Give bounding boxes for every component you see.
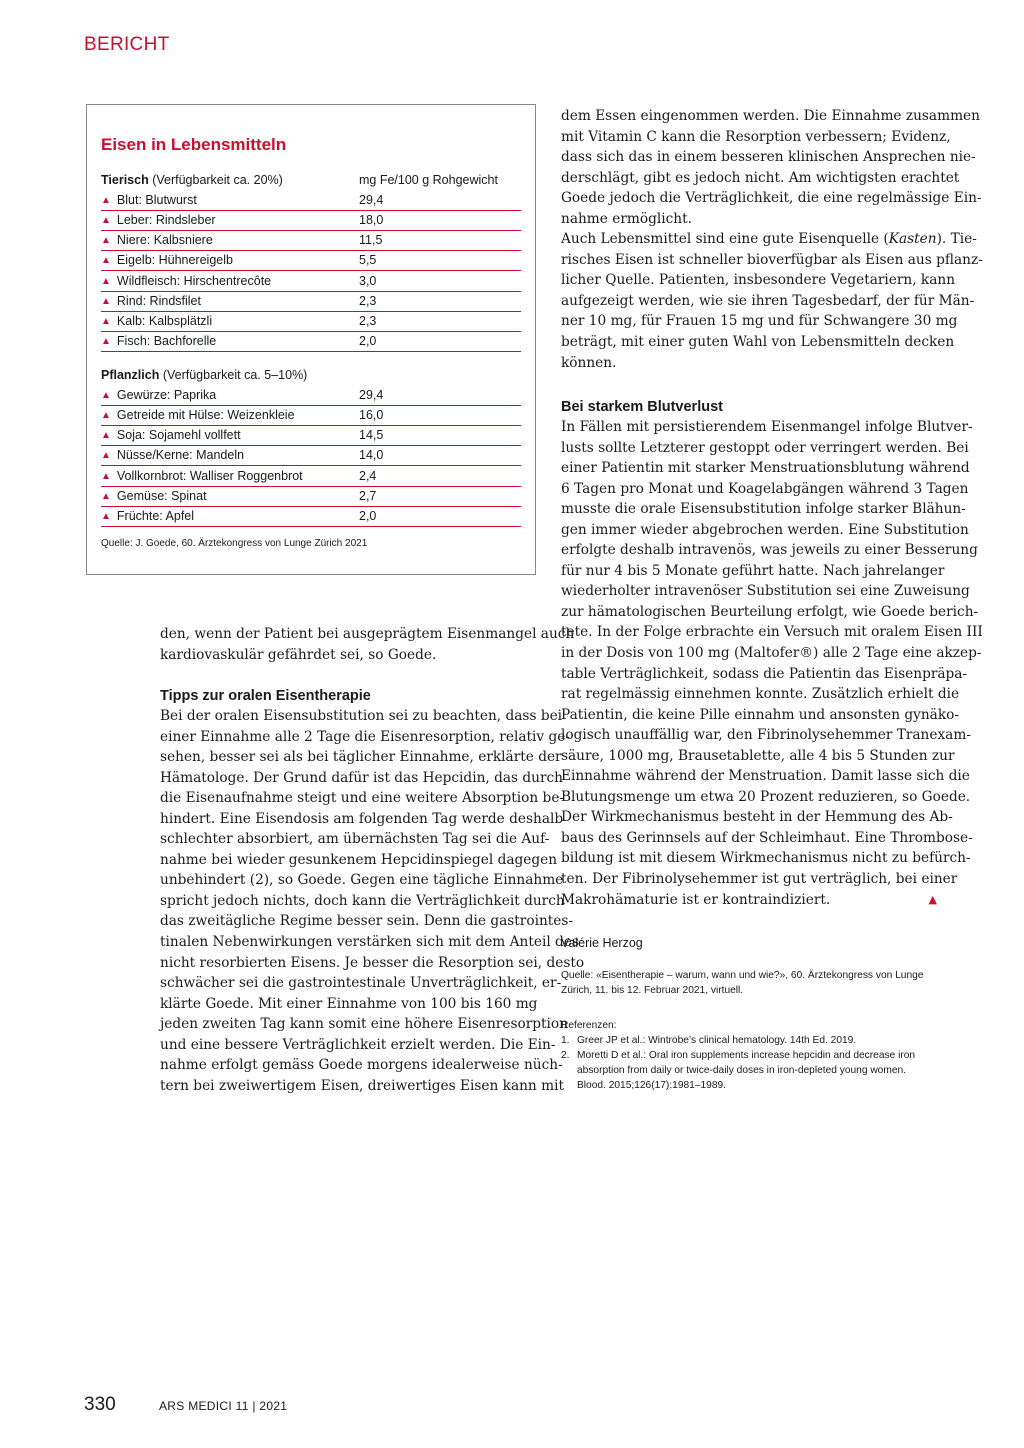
- animal-group-heading: [101, 173, 521, 187]
- triangle-bullet-icon: ▲: [101, 490, 111, 502]
- food-name: Kalb: Kalbsplätzli: [116, 313, 213, 328]
- text-line: klärte Goede. Mit einer Einnahme von 100 bis 160 mg: [160, 995, 538, 1012]
- iron-value: 29,4: [359, 388, 384, 402]
- end-of-article-icon: ▲: [928, 892, 937, 906]
- text-line: Patientin, die keine Pille einnahm und ansonsten gynäko-: [561, 706, 959, 723]
- food-name: Soja: Sojamehl vollfett: [116, 428, 241, 443]
- triangle-bullet-icon: ▲: [101, 470, 111, 482]
- text-line: ten. Der Fibrinolysehemmer ist gut verträglich, bei einer: [561, 871, 958, 888]
- triangle-bullet-icon: ▲: [101, 410, 111, 422]
- table-row: [101, 272, 521, 292]
- table-row: [101, 446, 521, 466]
- text-line: den, wenn der Patient bei ausgeprägtem Eisenmangel auch: [160, 626, 575, 642]
- reference-number: 2.: [561, 1050, 570, 1061]
- text-line: 6 Tagen pro Monat und Koagelabgängen während 3 Tagen: [561, 480, 969, 497]
- text-line: mit Vitamin C kann die Resorption verbessern; Evidenz,: [561, 128, 951, 145]
- text-line: unbehindert (2), so Goede. Gegen eine tägliche Einnahme: [160, 872, 564, 889]
- reference-text: Greer JP et al.: Wintrobe’s clinical hematology. 14th Ed. 2019.: [577, 1035, 857, 1046]
- text-line: schlechter absorbiert, am übernächsten Tag sei die Auf-: [160, 831, 550, 848]
- text-line: lusts sollte Letzterer gestoppt oder verringert werden. Bei: [561, 439, 969, 456]
- text-line: Blutungsmenge um etwa 20 Prozent reduzieren, so Goede.: [561, 788, 971, 805]
- text-line: gen immer wieder abgebrochen werden. Eine Substitution: [561, 521, 969, 538]
- reference-text: Moretti D et al.: Oral iron supplements increase hepcidin and decrease iron absorption from daily or twice-daily doses in iron-depleted young women. Blood. 2015;126(17):1981–1989.: [577, 1050, 916, 1091]
- text-line: nicht resorbierten Eisens. Je besser die Resorption sei, desto: [160, 954, 585, 971]
- section-label: BERICHT: [84, 34, 170, 55]
- iron-value: 2,0: [359, 334, 377, 349]
- food-name: Blut: Blutwurst: [116, 193, 197, 207]
- food-name: Rind: Rindsfilet: [116, 293, 201, 308]
- food-name: Niere: Kalbsniere: [116, 233, 213, 248]
- text-line: logisch unauffällig war, den Fibrinolysehemmer Tranexam-: [561, 727, 971, 744]
- table-row: [101, 507, 521, 527]
- food-name: Getreide mit Hülse: Weizenkleie: [116, 408, 295, 423]
- triangle-bullet-icon: ▲: [101, 235, 111, 247]
- animal-heading-bold: Tierisch: [101, 173, 149, 187]
- text-line: hindert. Eine Eisendosis am folgenden Tag werde deshalb: [160, 810, 564, 827]
- iron-value: 2,4: [359, 468, 377, 483]
- text-line: erfolgte deshalb intravenös, was jeweils zu einer Besserung: [561, 542, 978, 559]
- text-line: licher Quelle. Patienten, insbesondere Vegetariern, kann: [561, 272, 956, 289]
- food-name: Gemüse: Spinat: [116, 488, 207, 503]
- text-line: risches Eisen ist schneller bioverfügbar als Eisen aus pflanz-: [561, 251, 983, 268]
- unit-heading: mg Fe/100 g Rohgewicht: [359, 173, 498, 187]
- iron-value: 14,5: [359, 428, 384, 443]
- author-name: Valérie Herzog: [561, 936, 643, 950]
- plant-heading-bold: Pflanzlich: [101, 368, 160, 382]
- text-line: dem Essen eingenommen werden. Die Einnahme zusammen: [561, 108, 980, 124]
- text-line: baus des Gerinnsels auf der Schleimhaut. Eine Thrombose-: [561, 829, 973, 846]
- text-line: In Fällen mit persistierendem Eisenmangel infolge Blutver-: [561, 419, 973, 435]
- food-name: Leber: Rindsleber: [116, 213, 216, 228]
- text-line: dass sich das in einem besseren klinischen Ansprechen nie-: [561, 149, 976, 166]
- table-row: [101, 251, 521, 271]
- article-source: Quelle: «Eisentherapie – warum, wann und wie?», 60. Ärztekongress von Lunge Zürich, 11. bis 12. Februar 2021, virtuell.: [561, 970, 924, 996]
- animal-heading-note: (Verfügbarkeit ca. 20%): [148, 173, 283, 187]
- text-line: tete. In der Folge erbrachte ein Versuch mit oralem Eisen III: [561, 624, 983, 641]
- right-column-intro: [561, 106, 983, 373]
- text-line: Bei der oralen Eisensubstitution sei zu beachten, dass bei: [160, 708, 563, 724]
- iron-value: 2,3: [359, 313, 377, 328]
- text-line: beträgt, mit einer guten Wahl von Lebensmitteln decken: [561, 334, 955, 351]
- food-name: Wildfleisch: Hirschentrecôte: [116, 273, 272, 288]
- journal-name: ARS MEDICI 11 | 2021: [159, 1399, 288, 1413]
- text-line: tinalen Nebenwirkungen verstärken sich mit dem Anteil des: [160, 934, 579, 951]
- table-row: [101, 406, 521, 426]
- food-name: Eigelb: Hühnereigelb: [116, 253, 233, 268]
- table-row: [101, 312, 521, 332]
- triangle-bullet-icon: ▲: [101, 195, 111, 206]
- triangle-bullet-icon: ▲: [101, 275, 111, 287]
- right-column-section: [561, 397, 983, 910]
- food-name: Vollkornbrot: Walliser Roggenbrot: [116, 468, 303, 483]
- section-heading-blutverlust: Bei starkem Blutverlust: [561, 399, 723, 415]
- text-line: Einnahme während der Menstruation. Damit lasse sich die: [561, 768, 970, 785]
- plant-heading-note: (Verfügbarkeit ca. 5–10%): [159, 368, 308, 382]
- triangle-bullet-icon: ▲: [101, 315, 111, 327]
- text-line: und eine bessere Verträglichkeit erzielt werden. Die Ein-: [160, 1036, 556, 1053]
- iron-value: 3,0: [359, 273, 377, 288]
- triangle-bullet-icon: ▲: [101, 450, 111, 462]
- text-line: Hämatologe. Der Grund dafür ist das Hepcidin, das durch: [160, 769, 563, 786]
- reference-item: [561, 1033, 937, 1048]
- triangle-bullet-icon: ▲: [101, 430, 111, 442]
- left-column-intro: [160, 624, 575, 665]
- table-row: [101, 386, 521, 406]
- iron-value: 16,0: [359, 408, 384, 423]
- section-heading-tipps: Tipps zur oralen Eisentherapie: [160, 688, 371, 704]
- text-line: Makrohämaturie ist er kontraindiziert. ▲: [561, 890, 937, 911]
- iron-value: 29,4: [359, 193, 384, 207]
- table-row: [101, 332, 521, 352]
- text-line: Auch Lebensmittel sind eine gute Eisenquelle (Kasten). Tie-: [561, 231, 977, 248]
- text-line: rat regelmässig einnehmen konnte. Zusätzlich erhielt die: [561, 686, 960, 703]
- table-row: [101, 211, 521, 231]
- plant-group-heading: [101, 368, 521, 382]
- food-name: Nüsse/Kerne: Mandeln: [116, 448, 245, 463]
- table-row: [101, 191, 521, 211]
- text-line: säure, 1000 mg, Brausetablette, alle 4 bis 5 Stunden zur: [561, 747, 955, 764]
- page-number: 330: [84, 1394, 116, 1415]
- table-row: [101, 467, 521, 487]
- iron-value: 5,5: [359, 253, 377, 268]
- text-line: musste die orale Eisensubstitution infolge starker Blähun-: [561, 501, 966, 518]
- triangle-bullet-icon: ▲: [101, 336, 111, 348]
- table-row: [101, 426, 521, 446]
- text-line: jeden zweiten Tag kann somit eine höhere Eisenresorption: [160, 1016, 568, 1033]
- text-line: nahme bei wieder gesunkenem Hepcidinspiegel dagegen: [160, 851, 558, 868]
- text-line: in der Dosis von 100 mg (Maltofer®) alle 2 Tage eine akzep-: [561, 645, 982, 662]
- food-name: Gewürze: Paprika: [116, 388, 217, 402]
- iron-value: 11,5: [359, 233, 383, 248]
- iron-value: 14,0: [359, 448, 384, 463]
- text-line: nahme erfolgt gemäss Goede morgens idealerweise nüch-: [160, 1057, 563, 1074]
- text-line: können.: [561, 354, 617, 371]
- triangle-bullet-icon: ▲: [101, 390, 111, 401]
- text-line: tern bei zweiwertigem Eisen, dreiwertiges Eisen kann mit: [160, 1077, 564, 1094]
- reference-number: 1.: [561, 1035, 570, 1046]
- table-row: [101, 487, 521, 507]
- triangle-bullet-icon: ▲: [101, 255, 111, 267]
- text-line: nahme ermöglicht.: [561, 210, 692, 227]
- triangle-bullet-icon: ▲: [101, 295, 111, 307]
- food-name: Fisch: Bachforelle: [116, 334, 217, 349]
- text-line: wiederholter intravenöser Substitution sei eine Zuweisung: [561, 583, 970, 600]
- table-row: [101, 292, 521, 312]
- iron-value: 18,0: [359, 213, 384, 228]
- reference-item: [561, 1048, 937, 1093]
- text-line: schwächer sei die gastrointestinale Unverträglichkeit, er-: [160, 975, 562, 992]
- text-line: derschlägt, gibt es jedoch nicht. Am wichtigsten erachtet: [561, 169, 960, 186]
- left-column-section: [160, 686, 585, 1096]
- text-line: die Eisenaufnahme steigt und eine weitere Absorption be-: [160, 790, 565, 807]
- text-line: spricht jedoch nichts, doch kann die Verträglichkeit durch: [160, 892, 565, 909]
- box-title: Eisen in Lebensmitteln: [101, 135, 287, 154]
- text-line: zur hämatologischen Beurteilung erfolgt, wie Goede berich-: [561, 603, 979, 620]
- references-heading: Referenzen:: [561, 1020, 617, 1031]
- text-line: kardiovaskulär gefährdet sei, so Goede.: [160, 646, 437, 663]
- box-source: Quelle: J. Goede, 60. Ärztekongress von Lunge Zürich 2021: [101, 538, 368, 549]
- info-box: [86, 104, 536, 575]
- iron-value: 2,3: [359, 293, 377, 308]
- triangle-bullet-icon: ▲: [101, 215, 111, 227]
- references: [561, 1018, 937, 1093]
- text-line: einer Einnahme alle 2 Tage die Eisenresorption, relativ ge-: [160, 728, 570, 745]
- text-line: sehen, besser sei als bei täglicher Einnahme, erklärte der: [160, 749, 562, 766]
- text-line: bildung ist mit diesem Wirkmechanismus nicht zu befürch-: [561, 850, 971, 867]
- triangle-bullet-icon: ▲: [101, 510, 111, 522]
- text-line: für nur 4 bis 5 Monate geführt hatte. Nach jahrelanger: [561, 562, 945, 579]
- text-line: Goede jedoch die Verträglichkeit, die eine regelmässige Ein-: [561, 190, 982, 207]
- text-line: aufgezeigt werden, wie sie ihren Tagesbedarf, der für Män-: [561, 292, 975, 309]
- iron-value: 2,0: [359, 508, 377, 523]
- text-line: einer Patientin mit starker Menstruationsblutung während: [561, 460, 970, 477]
- iron-value: 2,7: [359, 488, 377, 503]
- text-line: table Verträglichkeit, sodass die Patientin das Eisenpräpa-: [561, 665, 968, 682]
- text-line: das zweitägliche Regime besser sein. Denn die gastrointes-: [160, 913, 574, 930]
- text-line: ner 10 mg, für Frauen 15 mg und für Schwangere 30 mg: [561, 313, 958, 330]
- text-line: Der Wirkmechanismus besteht in der Hemmung des Ab-: [561, 809, 953, 826]
- table-row: [101, 231, 521, 251]
- food-name: Früchte: Apfel: [116, 508, 195, 523]
